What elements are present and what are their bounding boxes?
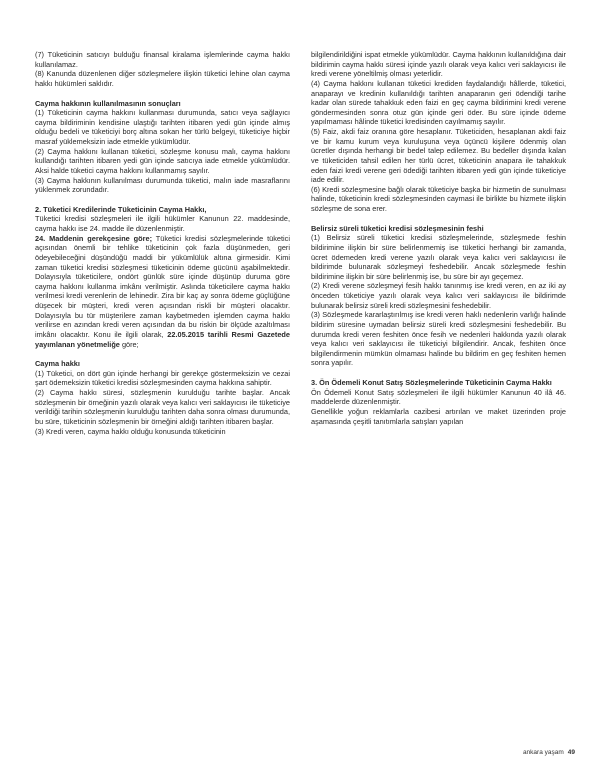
madde-24-text: Tüketici kredisi sözleşmelerinde tüketici açısından önemli bir tehlike tüketicinin çok fazla düşünmeden, geri ödeyebileceğini düşündüğü maddi bir yükümlülük altına girmesidir. Kimi zaman tüketici kredisi sözleşmesi tüketicinin ödeme gücünü aşabilmektedir. Dolayısıyla tüketicilere, ondört günlük süre içinde düşünüp duruma göre cayma hakkını kullanma imkânı verilmiştir. Aslında tüketicilere cayma hakkı verilmesi kredi verenlerin de lehinedir. Zira bir kaç ay sonra ödeme güçlüğüne düşecek bir müşteri, kredi veren açısından riskli bir müşteri olacaktır. Dolayısıyla bu tür müşterilere zaman kaybetmeden işlemden cayma hakkı verilirse en azından kredi veren açısından da bu riskin bir ölçüde azaltılması imkânı olacaktır. Konu ile ilgili olarak, bbox=[35, 233, 290, 339]
right-column bbox=[311, 50, 566, 426]
heading-cayma-hakki: Cayma hakkı bbox=[35, 359, 80, 369]
fesih-3: (3) Sözleşmede kararlaştırılmış ise kredi veren haklı nedenlerin varlığı halinde bildirim süresine uymadan belirsiz süreli kredi sözleşmesini feshedebilir. Bu durumda kredi veren feshiten önce fesih ve nedenleri hakkında yazılı olarak veya kalıcı veri saklayıcısı ile tüketiciyi bilgilendirir. Ancak, feshiten önce bilgilendirmenin mümkün olmaması halinde bu bildirim en geç feshiten hemen sonra yapılır. bbox=[311, 310, 566, 368]
fesih-2: (2) Kredi verene sözleşmeyi fesih hakkı tanınmış ise kredi veren, en az iki ay önceden tüketiciye yazılı olarak veya kalıcı veri saklayıcısı ile bildirimde bulunarak belirsiz süreli kredi sözleşmesini feshedebilir. bbox=[311, 281, 566, 310]
left-column bbox=[35, 50, 290, 436]
sonuc-1: (1) Tüketicinin cayma hakkını kullanması durumunda, satıcı veya sağlayıcı cayma bildiriminin kendisine ulaştığı tarihten itibaren yedi gün içinde almış olduğu bedeli ve tüketiciyi borç altına sokan her türlü belgeyi, tüketiciye hiçbir masraf yüklemeksizin iade etmekle yükümlüdür. bbox=[35, 108, 290, 146]
sonuc-2: (2) Cayma hakkını kullanan tüketici, sözleşme konusu malı, cayma hakkını kullandığı tarihten itibaren yedi gün içinde satıcıya iade etmekle yükümlüdür. Aksi halde tüketici cayma hakkını kullanmamış sayılır. bbox=[35, 146, 290, 175]
page-footer bbox=[523, 749, 575, 756]
madde-24-end: göre; bbox=[119, 339, 139, 349]
madde-24-gerekce bbox=[35, 234, 290, 350]
resmi-gazete-ref: 22.05.2015 tarihli Resmi Gazetede yayımlanan yönetmeliğe bbox=[35, 329, 290, 349]
cayma-4: (4) Cayma hakkını kullanan tüketici krediden faydalandığı hâllerde, tüketici, anaparayı ve kredinin kullanıldığı tarihten anaparanın geri ödendiği tarihe kadar olan sürede tahakkuk eden faizi en geç cayma bildirimini kredi verene göndermesinden sonra otuz gün içinde geri öder. Bu süre içinde ödeme yapılmaması hâlinde tüketici kredisinden cayılmamış sayılır. bbox=[311, 78, 566, 127]
madde-24-label: 24. Maddenin gerekçesine göre; bbox=[35, 233, 153, 243]
heading-cayma-sonuclari: Cayma hakkının kullanılmasının sonuçları bbox=[35, 98, 181, 108]
heading-tuketici-kredileri: 2. Tüketici Kredilerinde Tüketicinin Cayma Hakkı, bbox=[35, 204, 207, 214]
cayma-6: (6) Kredi sözleşmesine bağlı olarak tüketiciye başka bir hizmetin de sunulması halinde, tüketicinin kredi sözleşmesinden caymasi ile birlikte bu hizmete ilişkin sözleşme de sona erer. bbox=[311, 184, 566, 213]
konut-2: Genellikle yoğun reklamlarla cazibesi artırılan ve maket üzerinden proje aşamasında çeşitli tanıtımlarla satışları yapılan bbox=[311, 406, 566, 426]
page-number: 49 bbox=[567, 749, 575, 756]
cayma-2: (2) Cayma hakkı süresi, sözleşmenin kurulduğu tarihte başlar. Ancak sözleşmenin bir örneğinin yazılı olarak veya kalıcı veri saklayıcısı ile tüketiciye verildiği tarihin sözleşmenin kurulduğu tarihten daha sonra olması durumunda, bu süre, tüketicinin sözleşmenin bir örneğini aldığı tarihten itibaren başlar. bbox=[35, 388, 290, 426]
heading-on-odemeli-konut: 3. Ön Ödemeli Konut Satış Sözleşmelerinde Tüketicinin Cayma Hakkı bbox=[311, 378, 552, 387]
cayma-3: (3) Kredi veren, cayma hakkı olduğu konusunda tüketicinin bbox=[35, 426, 226, 436]
cayma-3-cont: bilgilendirildiğini ispat etmekle yükümlüdür. Cayma hakkının kullanıldığına dair bildirimin cayma hakkı süresi içinde yazılı olarak veya kalıcı veri saklayıcısı ile kredi verene yöneltilmiş olması yeterlidir. bbox=[311, 50, 566, 79]
heading-fesih: Belirsiz süreli tüketici kredisi sözleşmesinin feshi bbox=[311, 223, 484, 233]
paragraph-8: (8) Kanunda düzenlenen diğer sözleşmelere ilişkin tüketici lehine olan cayma hakkı hükümleri saklıdır. bbox=[35, 69, 290, 88]
magazine-brand: ankara yaşam bbox=[522, 749, 564, 756]
paragraph-7: (7) Tüketicinin satıcıyı bulduğu finansal kiralama işlemlerinde cayma hakkı kullanılamaz. bbox=[35, 50, 290, 69]
konut-1: Ön Ödemeli Konut Satış sözleşmeleri ile ilgili hükümler Kanunun 40 ilâ 46. maddelerde düzenlenmiştir. bbox=[311, 387, 566, 407]
sonuc-3: (3) Cayma hakkının kullanılması durumunda tüketici, malın iade masraflarını yüklenmek zorundadır. bbox=[35, 175, 290, 195]
cayma-1: (1) Tüketici, on dört gün içinde herhangi bir gerekçe göstermeksizin ve cezai şart ödemeksizin tüketici kredisi sözleşmesinden cayma hakkına sahiptir. bbox=[35, 368, 290, 388]
cayma-5: (5) Faiz, akdi faiz oranına göre hesaplanır. Tüketiciden, hesaplanan akdi faiz ve bir kamu kurum veya kuruluşuna veya üçüncü kişilere ödenmiş olan ücretler dışında herhangi bir bedel talep edilemez. Bu bedeller dışında kalan ve tüketiciden tahsil edilen her türlü ücret, tüketicinin anapara ile tahakkuk eden faizi kredi verene geri ödediği tarihten itibaren yedi gün içinde tüketiciye iade edilir. bbox=[311, 127, 566, 185]
fesih-1: (1) Belirsiz süreli tüketici kredisi sözleşmelerinde, sözleşmede feshin bildirimine ilişkin bir süre belirlenmemiş ise tüketici herhangi bir zamanda, ücret ödemeden kredi verene yazılı olarak veya kalıcı veri saklayıcısı ile bildirimde bulunarak sözleşmeyi feshedebilir. Ancak sözleşmede feshin bildirimine ilişkin bir süre belirlenmiş ise, bu süre bir ayı geçemez. bbox=[311, 233, 566, 281]
kredi-intro: Tüketici kredisi sözleşmeleri ile ilgili hükümler Kanunun 22. maddesinde, cayma hakkı ise 24. madde ile düzenlenmiştir. bbox=[35, 214, 290, 233]
